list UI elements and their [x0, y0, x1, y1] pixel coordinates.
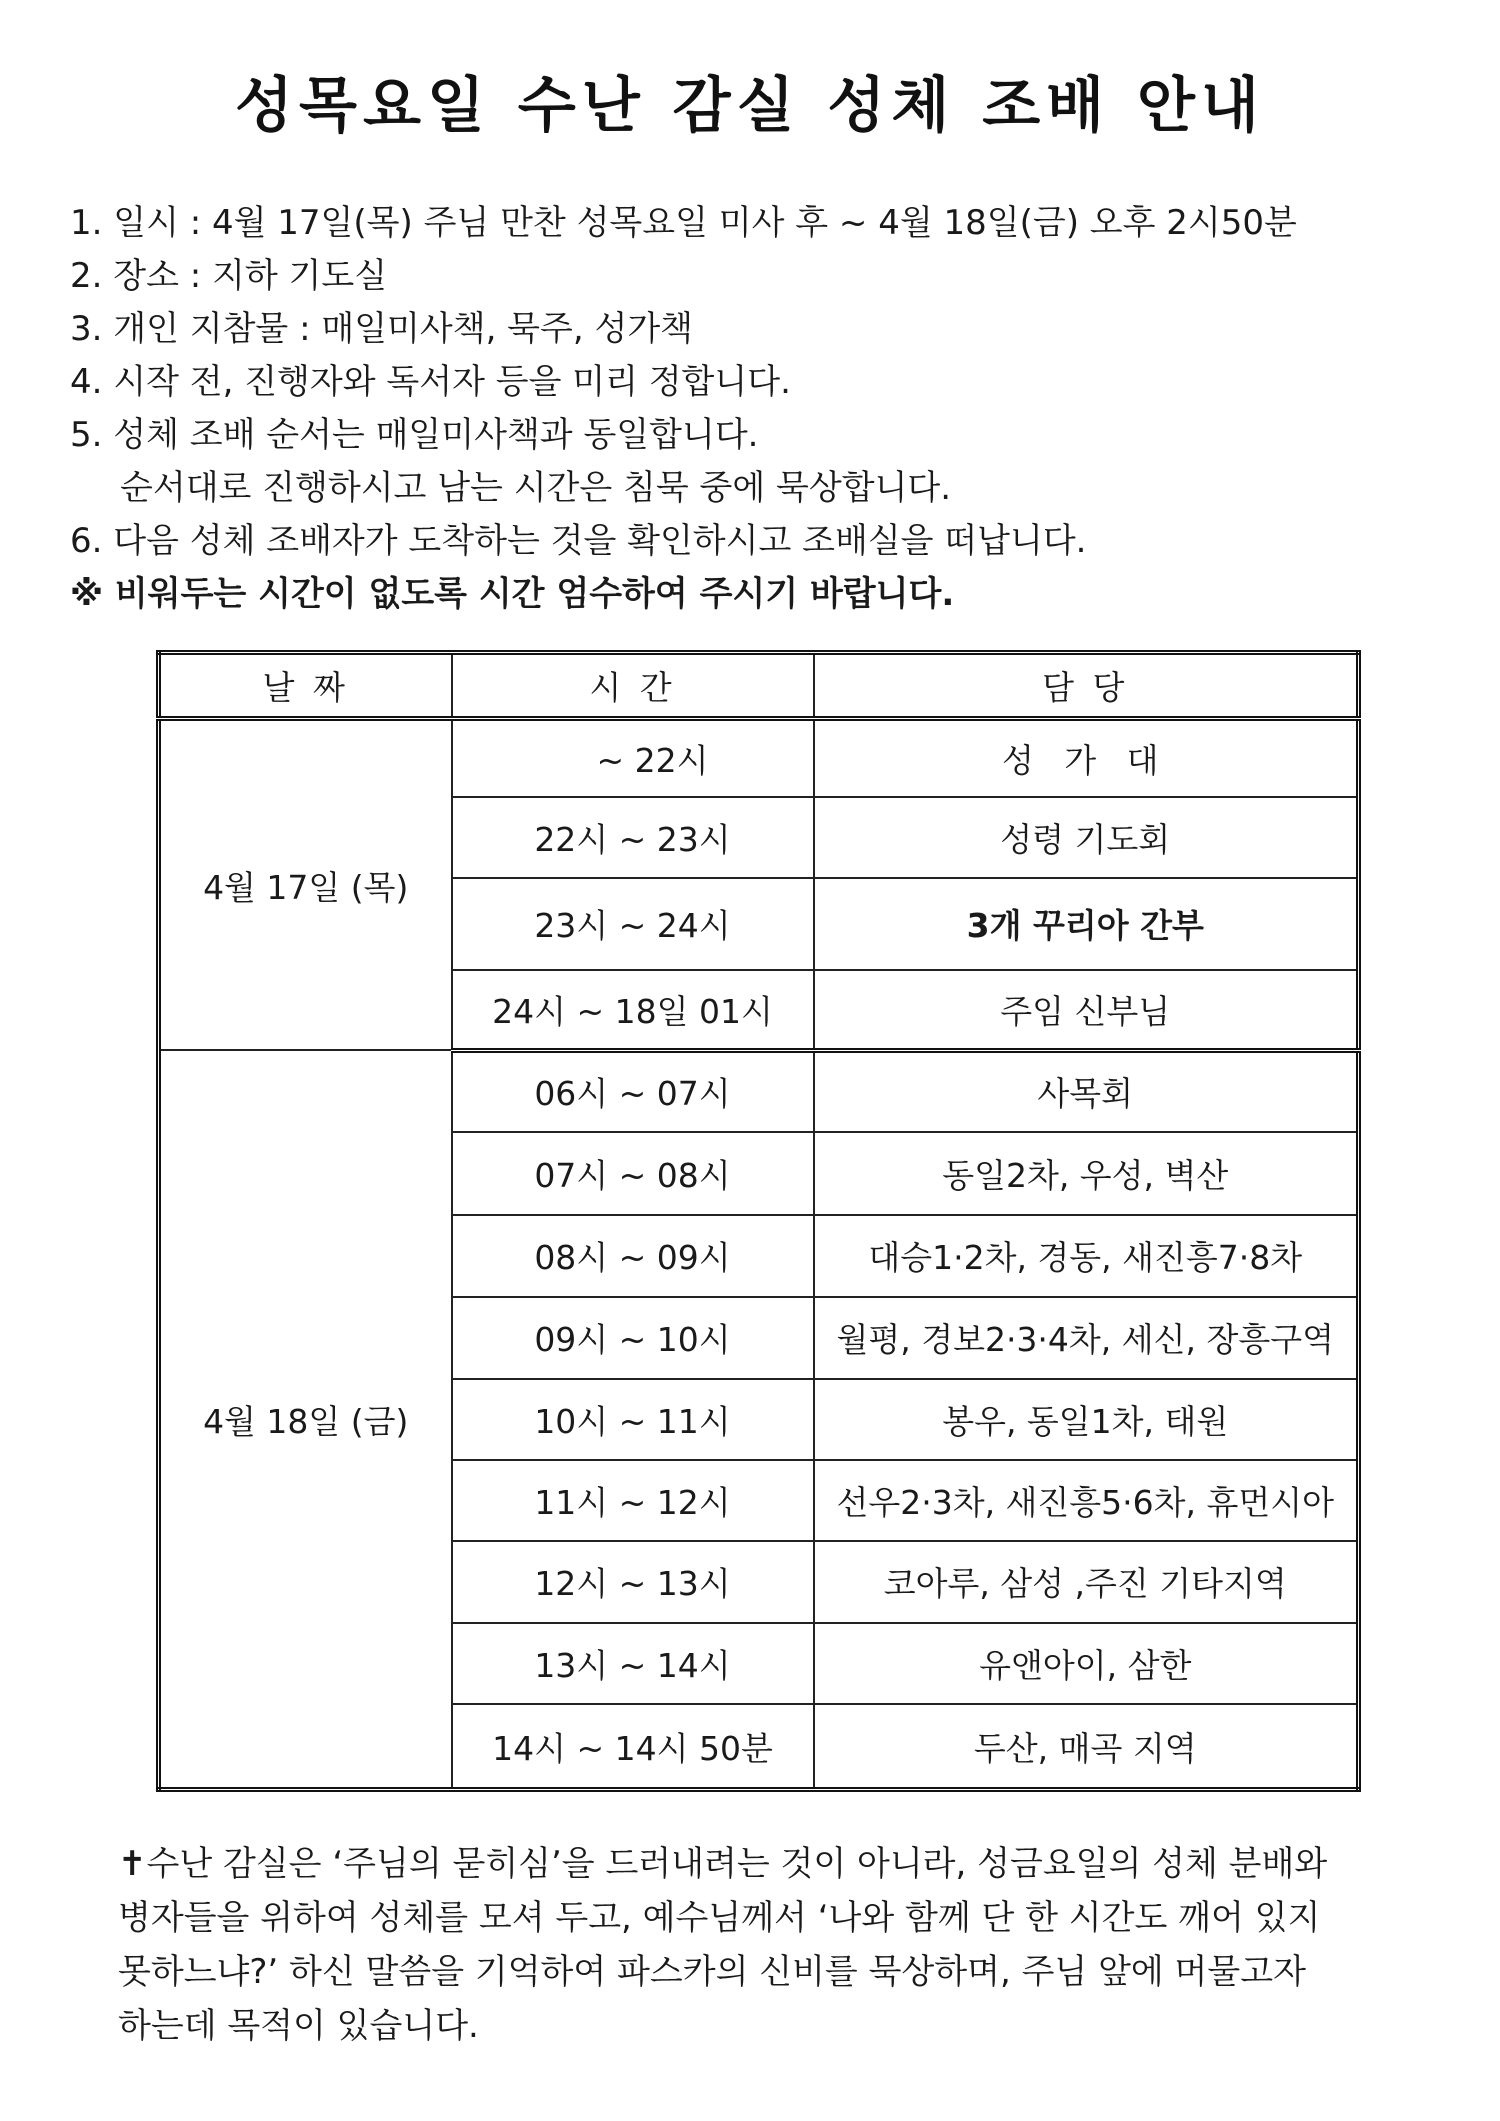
charge-cell: 코아루, 삼성 ,주진 기타지역 [814, 1541, 1359, 1622]
footer-note [118, 1837, 1398, 2053]
info-item-datetime: 1. 일시 : 4월 17일(목) 주님 만찬 성목요일 미사 후 ~ 4월 18일(금) 오후 2시50분 [70, 203, 1297, 243]
charge-cell: 대승1·2차, 경동, 새진흥7·8차 [814, 1215, 1359, 1297]
charge-cell: 3개 꾸리아 간부 [814, 878, 1359, 969]
charge-cell: 사목회 [814, 1050, 1359, 1132]
info-item-place: 2. 장소 : 지하 기도실 [70, 256, 388, 296]
table-row [159, 719, 1359, 797]
time-cell: 12시 ~ 13시 [452, 1541, 814, 1622]
time-cell: 24시 ~ 18일 01시 [452, 970, 814, 1050]
charge-cell: 월평, 경보2·3·4차, 세신, 장흥구역 [814, 1297, 1359, 1378]
time-cell: ~ 22시 [452, 719, 814, 797]
info-list [70, 197, 1450, 621]
date-cell-day2: 4월 18일 (금) [159, 1050, 452, 1789]
info-item-order-continued: 순서대로 진행하시고 남는 시간은 침묵 중에 묵상합니다. [120, 468, 952, 508]
footer-line: ✝수난 감실은 ‘주님의 묻히심’을 드러내려는 것이 아니라, 성금요일의 성체 분배와 [118, 1844, 1328, 1884]
time-cell: 23시 ~ 24시 [452, 878, 814, 969]
header-time: 시 간 [452, 653, 814, 719]
info-note: ※ 비워두는 시간이 없도록 시간 엄수하여 주시기 바랍니다. [70, 574, 955, 614]
header-date: 날 짜 [159, 653, 452, 719]
time-cell: 09시 ~ 10시 [452, 1297, 814, 1378]
time-cell: 08시 ~ 09시 [452, 1215, 814, 1297]
charge-cell: 유앤아이, 삼한 [814, 1623, 1359, 1704]
table-header-row [159, 653, 1359, 719]
charge-cell: 성 가 대 [814, 719, 1359, 797]
charge-cell: 선우2·3차, 새진흥5·6차, 휴먼시아 [814, 1460, 1359, 1541]
time-cell: 11시 ~ 12시 [452, 1460, 814, 1541]
charge-cell: 주임 신부님 [814, 970, 1359, 1050]
header-charge: 담 당 [814, 653, 1359, 719]
time-cell: 22시 ~ 23시 [452, 797, 814, 878]
charge-cell: 성령 기도회 [814, 797, 1359, 878]
footer-line: 하는데 목적이 있습니다. [118, 2006, 479, 2046]
info-item-handover: 6. 다음 성체 조배자가 도착하는 것을 확인하시고 조배실을 떠납니다. [70, 521, 1087, 561]
info-item-belongings: 3. 개인 지참물 : 매일미사책, 묵주, 성가책 [70, 309, 694, 349]
charge-cell: 봉우, 동일1차, 태원 [814, 1379, 1359, 1460]
footer-line: 못하느냐?’ 하신 말씀을 기억하여 파스카의 신비를 묵상하며, 주님 앞에 머물고자 [118, 1952, 1306, 1992]
time-cell: 10시 ~ 11시 [452, 1379, 814, 1460]
footer-line: 병자들을 위하여 성체를 모셔 두고, 예수님께서 ‘나와 함께 단 한 시간도 깨어 있지 [118, 1898, 1321, 1938]
page-title: 성목요일 수난 감실 성체 조배 안내 [235, 71, 1265, 141]
info-item-preparation: 4. 시작 전, 진행자와 독서자 등을 미리 정합니다. [70, 362, 791, 402]
time-cell: 14시 ~ 14시 50분 [452, 1704, 814, 1789]
charge-cell: 동일2차, 우성, 벽산 [814, 1132, 1359, 1214]
table-row [159, 1050, 1359, 1132]
info-item-order: 5. 성체 조배 순서는 매일미사책과 동일합니다. [70, 415, 759, 455]
date-cell-day1: 4월 17일 (목) [159, 719, 452, 1051]
time-cell: 13시 ~ 14시 [452, 1623, 814, 1704]
time-cell: 07시 ~ 08시 [452, 1132, 814, 1214]
schedule-table [156, 650, 1361, 1792]
charge-cell: 두산, 매곡 지역 [814, 1704, 1359, 1789]
time-cell: 06시 ~ 07시 [452, 1050, 814, 1132]
